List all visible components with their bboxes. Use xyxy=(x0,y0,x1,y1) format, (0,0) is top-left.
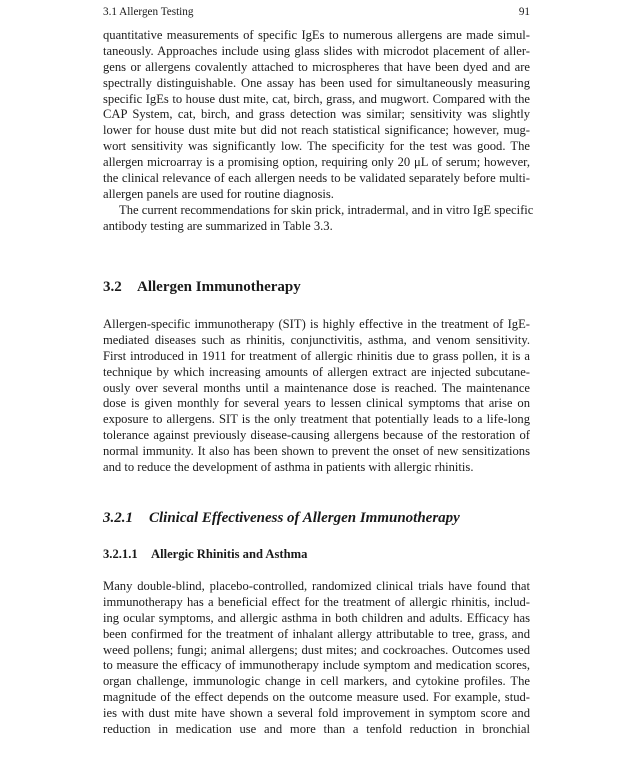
subsubsection-number: 3.2.1.1 xyxy=(103,547,138,561)
text-line: to measure the efficacy of immunotherapy include symptom and medication scores, xyxy=(103,658,530,673)
paragraph-clinical-trials xyxy=(103,579,530,738)
section-number: 3.2 xyxy=(103,279,122,295)
text-line: lower for house dust mite but did not reach statistical significance; however, mug- xyxy=(103,123,530,138)
subsection-heading-3-2-1 xyxy=(103,508,460,528)
text-line: immunotherapy has a beneficial effect for the treatment of allergic rhinitis, includ- xyxy=(103,594,530,609)
text-line: quantitative measurements of specific IgEs to numerous allergens are made simul- xyxy=(103,28,530,42)
running-title: 3.1 Allergen Testing xyxy=(103,6,194,18)
text-line: technique by which increasing amounts of allergen extract are injected subcutane- xyxy=(103,364,530,379)
text-line: exposure to allergens. SIT is the only treatment that potentially leads to a life-long xyxy=(103,412,530,427)
text-line: Many double-blind, placebo-controlled, randomized clinical trials have found that xyxy=(103,579,530,593)
subsection-title: Clinical Effectiveness of Allergen Immunotherapy xyxy=(149,510,460,526)
text-line: gens or allergens covalently attached to microspheres that have been dyed and are xyxy=(103,59,530,74)
text-line: spectrally distinguishable. One assay has been used for simultaneously measuring xyxy=(103,75,530,90)
text-line: magnitude of the effect depends on the outcome measure used. For example, stud- xyxy=(103,690,530,705)
text-line: organ challenge, immunologic change in cell markers, and cytokine profiles. The xyxy=(103,674,530,689)
text-line: ies with dust mite have shown a several fold improvement in symptom score and xyxy=(103,706,530,721)
page-number: 91 xyxy=(518,6,530,18)
text-line: First introduced in 1911 for treatment of allergic rhinitis due to grass pollen, it is a xyxy=(103,348,530,363)
text-line: reduction in medication use and more than a tenfold reduction in bronchial xyxy=(103,722,530,737)
text-line: antibody testing are summarized in Table 3.3. xyxy=(103,218,333,233)
text-line: CAP System, cat, birch, and grass detection was similar; sensitivity was slightly xyxy=(103,107,530,122)
subsubsection-title: Allergic Rhinitis and Asthma xyxy=(151,547,308,561)
text-line: dose is given monthly for several years to lessen clinical symptoms that arise on xyxy=(103,396,530,411)
text-line: weed pollens; fungi; animal allergens; dust mites; and cockroaches. Outcomes used xyxy=(103,642,530,657)
section-title: Allergen Immunotherapy xyxy=(137,279,301,295)
text-line: tolerance against previously disease-causing allergens because of the restoration of xyxy=(103,428,530,443)
text-line: ously over several months until a maintenance dose is reached. The maintenance xyxy=(103,380,530,395)
section-heading-3-2 xyxy=(103,277,301,297)
text-line: and to reduce the development of asthma in patients with allergic rhinitis. xyxy=(103,460,474,475)
text-line: been confirmed for the treatment of inhalant allergy attributable to tree, grass, and xyxy=(103,626,530,641)
subsubsection-heading-3-2-1-1 xyxy=(103,546,307,562)
text-line: specific IgEs to house dust mite, cat, birch, grass, and mugwort. Compared with the xyxy=(103,91,530,106)
text-line: Allergen-specific immunotherapy (SIT) is highly effective in the treatment of IgE- xyxy=(103,317,530,331)
paragraph-microarray xyxy=(103,28,534,235)
running-header xyxy=(103,4,530,20)
text-line: wort sensitivity was significantly low. The specificity for the test was good. The xyxy=(103,139,530,154)
paragraph-immunotherapy xyxy=(103,317,530,476)
subsection-number: 3.2.1 xyxy=(103,510,133,526)
text-line: allergen microarray is a promising option, requiring only 20 μL of serum; however, xyxy=(103,155,530,170)
text-line: The current recommendations for skin prick, intradermal, and in vitro IgE specific xyxy=(119,202,534,217)
text-line: taneously. Approaches include using glass slides with microdot placement of aller- xyxy=(103,43,530,58)
text-line: mediated diseases such as rhinitis, conjunctivitis, asthma, and venom sensitivity. xyxy=(103,332,530,347)
text-line: ing ocular symptoms, and allergic asthma in both children and adults. Efficacy has xyxy=(103,610,530,625)
text-line: the clinical relevance of each allergen needs to be validated separately before multi- xyxy=(103,171,530,186)
text-line: allergen panels are used for routine diagnosis. xyxy=(103,186,334,201)
text-line: normal immunity. It also has been shown to prevent the onset of new sensitizations xyxy=(103,444,530,459)
